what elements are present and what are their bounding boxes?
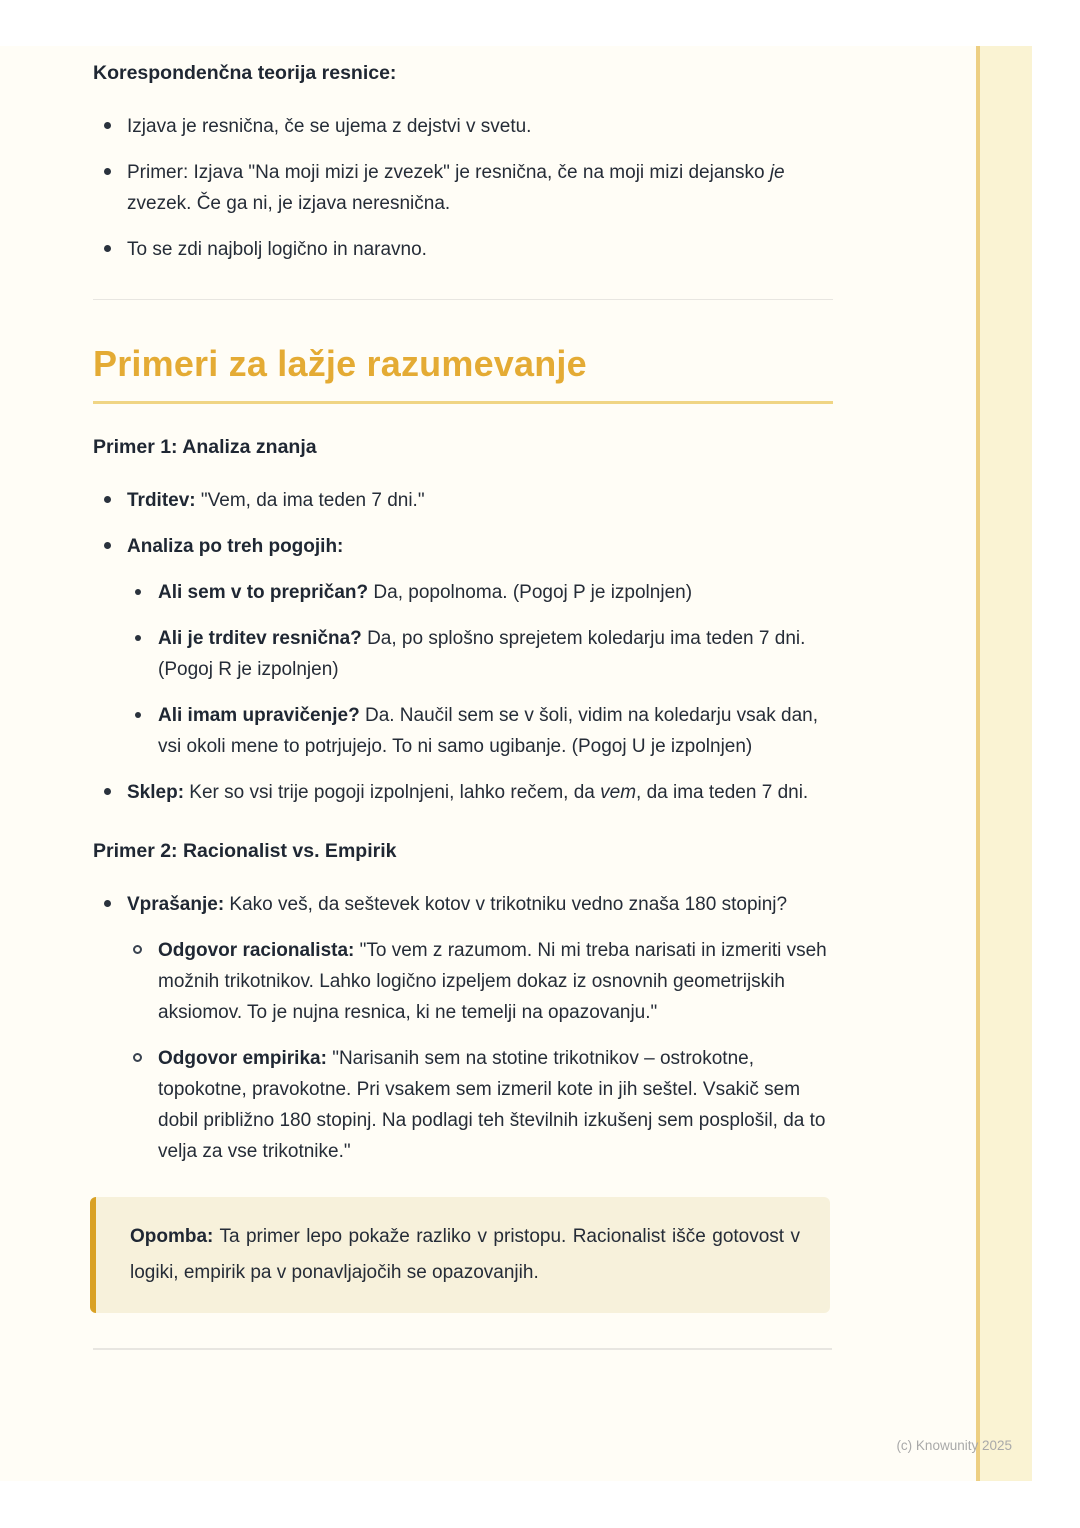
bullet-icon xyxy=(135,712,141,718)
item-text: "Narisanih sem na stotine trikotnikov – ostrokotne, topokotne, pravokotne. Pri vsakem sem izmeril kote in jih seštel. Vsakič sem dobil približno 180 stopinj. Na podlagi teh številnih izkušenj sem posplošil, da to velja za vse trikotnike." xyxy=(158,1048,826,1162)
bullet-icon xyxy=(104,168,111,175)
item-text: , da ima teden 7 dni. xyxy=(636,782,809,803)
list-item xyxy=(93,485,833,516)
item-text: Da, po splošno sprejetem koledarju ima teden 7 dni. (Pogoj R je izpolnjen) xyxy=(158,628,806,680)
copyright: (c) Knowunity 2025 xyxy=(896,1438,1012,1453)
correspondence-theory-heading: Korespondenčna teorija resnice: xyxy=(93,62,397,84)
item-label: Ali sem v to prepričan? xyxy=(158,582,369,603)
item-label: Odgovor empirika: xyxy=(158,1048,327,1069)
item-label: Ali je trditev resnična? xyxy=(158,628,362,649)
document-page xyxy=(0,46,1032,1481)
answers-sublist xyxy=(127,935,833,1167)
list-item xyxy=(93,889,833,1167)
italic-word: je xyxy=(769,162,785,183)
item-label: Odgovor racionalista: xyxy=(158,940,355,961)
correspondence-list xyxy=(93,111,833,265)
item-text: Da, popolnoma. (Pogoj P je izpolnjen) xyxy=(368,582,693,603)
list-item-text: To se zdi najbolj logično in naravno. xyxy=(127,239,427,260)
italic-word: vem xyxy=(600,782,637,803)
section-divider xyxy=(93,299,833,300)
list-item xyxy=(127,1043,833,1167)
document-content xyxy=(93,60,833,1350)
list-item xyxy=(93,531,833,762)
footer-divider xyxy=(93,1348,832,1350)
primer2-list xyxy=(93,889,833,1167)
list-item xyxy=(93,777,833,808)
list-item-text: Primer: Izjava "Na moji mizi je zvezek" je resnična, če na moji mizi dejansko xyxy=(127,162,770,183)
bullet-icon xyxy=(104,900,111,907)
item-text: Kako veš, da seštevek kotov v trikotniku vedno znaša 180 stopinj? xyxy=(224,894,788,915)
bullet-icon xyxy=(104,496,111,503)
bullet-icon xyxy=(104,122,111,129)
list-item-text: Izjava je resnična, če se ujema z dejstvi v svetu. xyxy=(127,116,532,137)
item-text: "Vem, da ima teden 7 dni." xyxy=(195,490,425,511)
item-label: Ali imam upravičenje? xyxy=(158,705,360,726)
item-label: Vprašanje: xyxy=(127,894,225,915)
list-item-text: zvezek. Če ga ni, je izjava neresnična. xyxy=(127,193,451,214)
note-callout xyxy=(90,1197,830,1313)
note-label: Opomba: xyxy=(130,1226,214,1247)
item-label: Analiza po treh pogojih: xyxy=(127,536,344,557)
page-title: Primeri za lažje razumevanje xyxy=(93,342,833,404)
list-item xyxy=(93,111,833,142)
page-edge-ribbon xyxy=(976,46,1032,1481)
item-label: Sklep: xyxy=(127,782,185,803)
list-item xyxy=(127,935,833,1028)
list-item xyxy=(93,157,833,219)
primer1-list xyxy=(93,485,833,808)
bullet-icon xyxy=(104,788,111,795)
bullet-icon xyxy=(104,245,111,252)
item-label: Trditev: xyxy=(127,490,196,511)
primer1-heading: Primer 1: Analiza znanja xyxy=(93,436,317,458)
list-item xyxy=(127,577,833,608)
bullet-icon xyxy=(135,635,141,641)
note-text: Ta primer lepo pokaže razliko v pristopu. Racionalist išče gotovost v logiki, empirik pa v ponavljajočih se opazovanjih. xyxy=(130,1226,800,1283)
list-item xyxy=(93,234,833,265)
primer2-heading: Primer 2: Racionalist vs. Empirik xyxy=(93,840,397,862)
bullet-icon xyxy=(135,589,141,595)
bullet-icon xyxy=(104,542,111,549)
item-text: Da. Naučil sem se v šoli, vidim na koledarju vsak dan, vsi okoli mene to potrjujejo. To ni samo ugibanje. (Pogoj U je izpolnjen) xyxy=(158,705,818,757)
list-item xyxy=(127,700,833,762)
circle-bullet-icon xyxy=(133,1053,142,1062)
list-item xyxy=(127,623,833,685)
analysis-sublist xyxy=(127,577,833,762)
circle-bullet-icon xyxy=(133,945,142,954)
item-text: Ker so vsi trije pogoji izpolnjeni, lahko rečem, da xyxy=(184,782,601,803)
item-text: "To vem z razumom. Ni mi treba narisati in izmeriti vseh možnih trikotnikov. Lahko logično izpeljem dokaz iz osnovnih geometrijskih aksiomov. To je nujna resnica, ki ne temelji na opazovanju." xyxy=(158,940,827,1023)
